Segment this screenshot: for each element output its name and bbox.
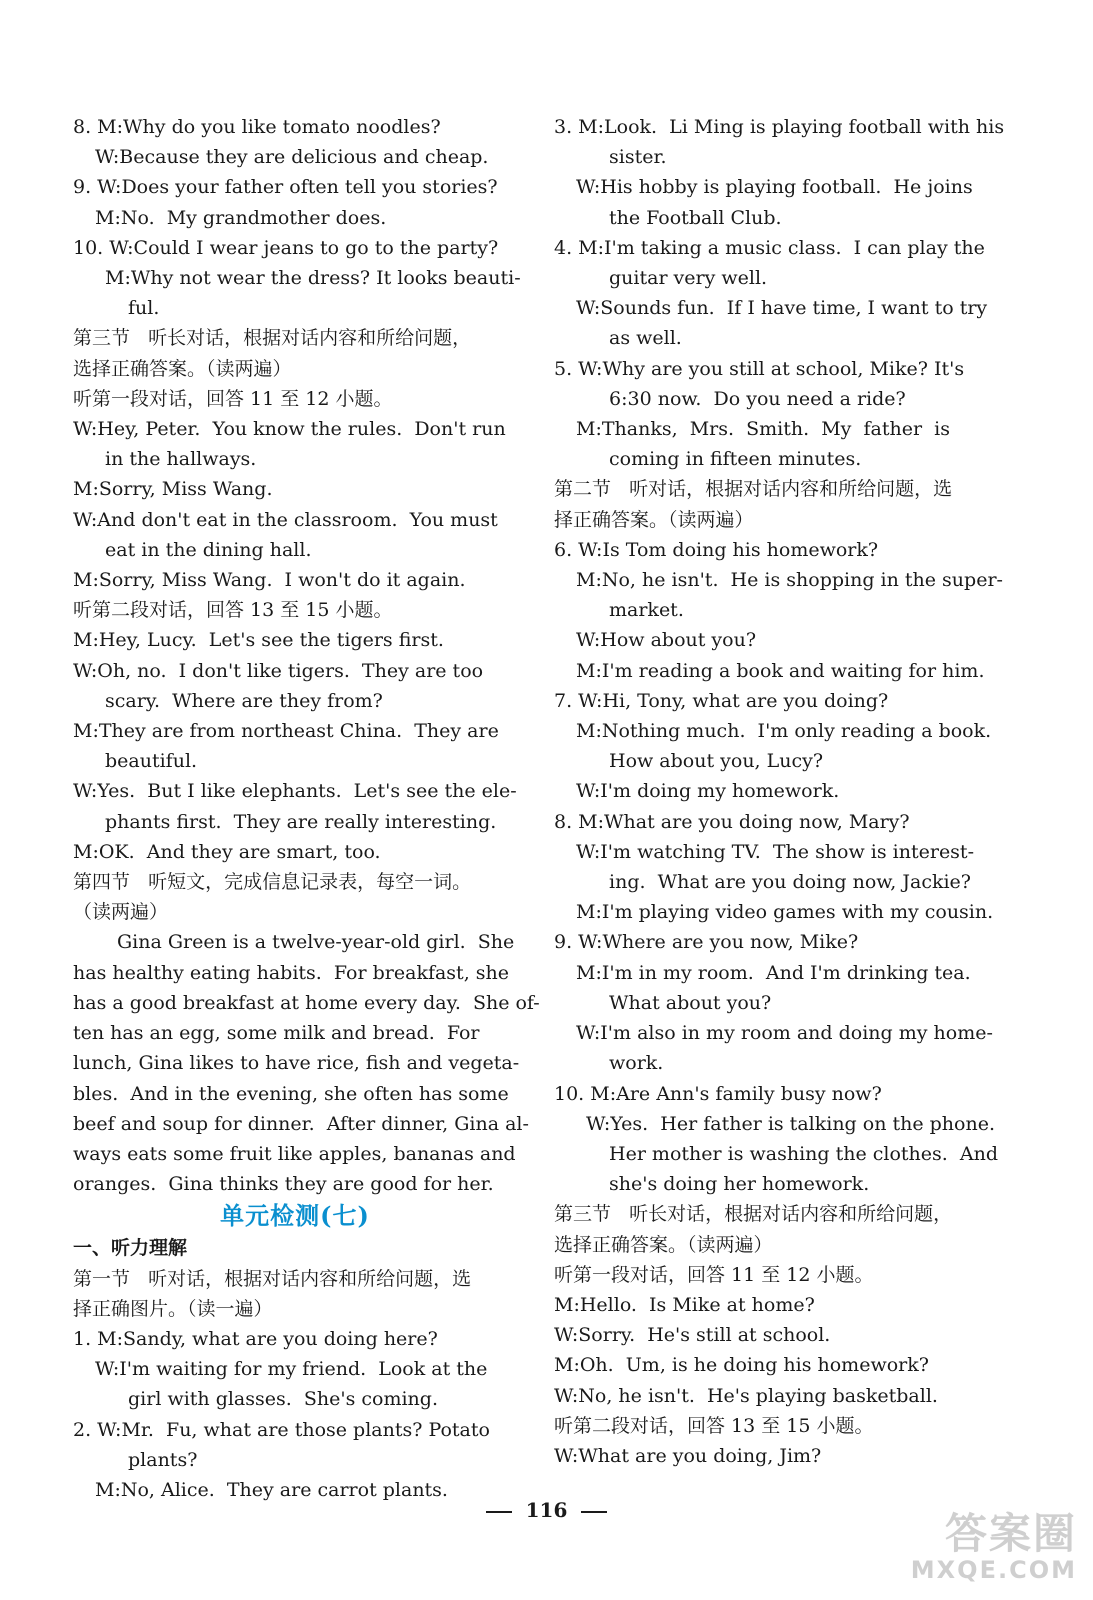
text-line: How about you, Lucy? [609, 750, 824, 773]
text-line: M:OK. And they are smart, too. [73, 840, 381, 863]
text-line: M:I'm playing video games with my cousin. [576, 901, 994, 924]
text-line: M:Why not wear the dress? It looks beauti- [105, 267, 521, 290]
text-line: phants first. They are really interesting. [105, 810, 497, 833]
text-line: plants? [128, 1448, 198, 1471]
text-line: has a good breakfast at home every day. She of- [73, 991, 540, 1014]
text-line: M:They are from northeast China. They are [73, 720, 499, 743]
text-line: 10. W:Could I wear jeans to go to the party? [73, 236, 499, 259]
text-line: M:I'm in my room. And I'm drinking tea. [576, 961, 971, 984]
text-line: M:Hey, Lucy. Let's see the tigers first. [73, 629, 444, 652]
text-line: 择正确图片。（读一遍） [73, 1297, 273, 1320]
text-line: 7. W:Hi, Tony, what are you doing? [554, 689, 889, 712]
text-line: the Football Club. [609, 206, 782, 229]
text-line: W:I'm waiting for my friend. Look at the [95, 1358, 488, 1381]
text-line: 第三节 听长对话，根据对话内容和所给问题， [73, 327, 472, 350]
text-line: W:Yes. Her father is talking on the phone. [586, 1112, 995, 1135]
right-column [554, 112, 1005, 1471]
left-column [73, 112, 540, 1505]
page-number: 116 [525, 1498, 568, 1522]
text-line: beef and soup for dinner. After dinner, Gina al- [73, 1112, 529, 1135]
text-line: 10. M:Are Ann's family busy now? [554, 1082, 882, 1105]
text-line: ten has an egg, some milk and bread. For [73, 1022, 480, 1045]
text-line: ful. [128, 297, 160, 320]
text-line: 选择正确答案。（读两遍） [554, 1233, 773, 1256]
text-line: What about you? [609, 991, 772, 1014]
text-line: 择正确答案。（读两遍） [554, 508, 754, 531]
text-line: eat in the dining hall. [105, 538, 312, 561]
watermark-logo [887, 1509, 1077, 1592]
text-line: M:No. My grandmother does. [95, 206, 387, 229]
text-line: 2. W:Mr. Fu, what are those plants? Potato [73, 1418, 490, 1441]
text-line: W:Because they are delicious and cheap. [95, 146, 489, 169]
text-line: 6. W:Is Tom doing his homework? [554, 538, 879, 561]
text-line: M:Thanks, Mrs. Smith. My father is [576, 418, 950, 441]
text-line: beautiful. [105, 750, 198, 773]
text-line: W:Yes. But I like elephants. Let's see the ele- [73, 780, 517, 803]
text-line: W:No, he isn't. He's playing basketball. [554, 1384, 938, 1407]
text-line: scary. Where are they from? [105, 689, 383, 712]
text-line: 第一节 听对话，根据对话内容和所给问题，选 [73, 1267, 472, 1290]
text-line: W:And don't eat in the classroom. You must [73, 508, 498, 531]
text-line: 9. W:Does your father often tell you stories? [73, 176, 498, 199]
text-line: bles. And in the evening, she often has some [73, 1082, 509, 1105]
text-line: oranges. Gina thinks they are good for her. [73, 1173, 494, 1196]
text-line: 听第一段对话，回答 11 至 12 小题。 [554, 1263, 874, 1286]
text-line: market. [609, 599, 684, 622]
text-line: in the hallways. [105, 448, 257, 471]
text-line: Her mother is washing the clothes. And [609, 1142, 999, 1165]
watermark-logo-top: 答案圈 [944, 1509, 1077, 1558]
watermark-logo-bottom: MXQE.COM [910, 1556, 1077, 1584]
footer-dash-right [581, 1511, 607, 1513]
text-line: M:No, Alice. They are carrot plants. [95, 1478, 448, 1501]
text-line: M:Sorry, Miss Wang. I won't do it again. [73, 569, 466, 592]
text-line: 第二节 听对话，根据对话内容和所给问题，选 [554, 478, 953, 501]
text-line: 5. W:Why are you still at school, Mike? It's [554, 357, 965, 380]
text-line: M:Oh. Um, is he doing his homework? [554, 1354, 929, 1377]
text-line: sister. [609, 146, 667, 169]
text-line: M:Sorry, Miss Wang. [73, 478, 273, 501]
text-line: W:His hobby is playing football. He joins [576, 176, 973, 199]
left-text-block-after [73, 1233, 517, 1505]
text-line: W:Sounds fun. If I have time, I want to try [576, 297, 988, 320]
text-line: W:How about you? [576, 629, 757, 652]
text-line: ways eats some fruit like apples, bananas and [73, 1142, 516, 1165]
text-line: M:Nothing much. I'm only reading a book. [576, 720, 992, 743]
text-line: 听第一段对话，回答 11 至 12 小题。 [73, 387, 393, 410]
text-line: W:Hey, Peter. You know the rules. Don't run [73, 418, 506, 441]
text-line: W:I'm doing my homework. [576, 780, 840, 803]
text-line: 8. M:What are you doing now, Mary? [554, 810, 910, 833]
left-text-block [73, 112, 540, 1199]
text-line: 听第二段对话，回答 13 至 15 小题。 [73, 599, 393, 622]
text-line: W:Oh, no. I don't like tigers. They are too [73, 659, 484, 682]
section-heading: 单元检测(七) [220, 1201, 370, 1231]
text-line: she's doing her homework. [609, 1173, 870, 1196]
text-line: as well. [609, 327, 682, 350]
text-line: has healthy eating habits. For breakfast, she [73, 961, 510, 984]
text-line: 6:30 now. Do you need a ride? [609, 387, 906, 410]
text-line: ing. What are you doing now, Jackie? [609, 871, 971, 894]
text-line: guitar very well. [609, 267, 768, 290]
right-text-block [554, 112, 1005, 1471]
text-line: 1. M:Sandy, what are you doing here? [73, 1327, 438, 1350]
text-line: 8. M:Why do you like tomato noodles? [73, 116, 441, 138]
text-line: 选择正确答案。（读两遍） [73, 357, 292, 380]
text-line: 一、听力理解 [73, 1237, 188, 1260]
text-line: W:Sorry. He's still at school. [554, 1324, 831, 1347]
text-line: lunch, Gina likes to have rice, fish and vegeta- [73, 1052, 520, 1075]
text-line: 第四节 听短文，完成信息记录表，每空一词。 [73, 871, 472, 894]
text-line: Gina Green is a twelve-year-old girl. She [117, 931, 515, 954]
text-line: （读两遍） [73, 901, 169, 924]
text-line: 第三节 听长对话，根据对话内容和所给问题， [554, 1203, 953, 1226]
text-line: M:I'm reading a book and waiting for him. [576, 659, 985, 682]
text-line: W:What are you doing, Jim? [554, 1444, 822, 1467]
text-line: 4. M:I'm taking a music class. I can play the [554, 236, 985, 259]
text-line: M:Hello. Is Mike at home? [554, 1293, 815, 1316]
text-line: girl with glasses. She's coming. [128, 1388, 438, 1411]
text-line: work. [609, 1052, 664, 1075]
text-line: coming in fifteen minutes. [609, 448, 862, 471]
text-line: W:I'm also in my room and doing my home- [576, 1022, 993, 1045]
text-line: 3. M:Look. Li Ming is playing football with his [554, 116, 1005, 138]
text-line: M:No, he isn't. He is shopping in the super- [576, 569, 1003, 592]
text-line: W:I'm watching TV. The show is interest- [576, 840, 974, 863]
text-line: 9. W:Where are you now, Mike? [554, 931, 859, 954]
text-line: 听第二段对话，回答 13 至 15 小题。 [554, 1414, 874, 1437]
footer-dash-left [486, 1511, 512, 1513]
